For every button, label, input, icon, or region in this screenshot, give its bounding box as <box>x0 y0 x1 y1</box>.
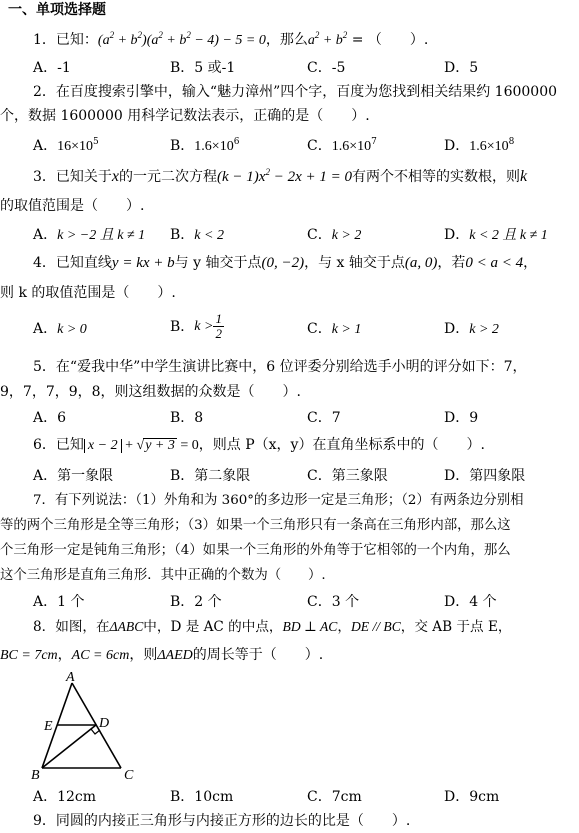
question-1-stem: 1．已知：$(a^2 + b^2)(a^2 + b^2 - 4) - 5 = 0$，那么$a^2 + b^2$ = （ ）. <box>33 30 429 48</box>
q2-option-a: A．$16\times 10^5$ <box>33 137 99 154</box>
q1-prefix: 1．已知： <box>33 32 98 48</box>
q1-option-d: D．5 <box>444 60 479 76</box>
q3-option-a: A．k > −2 且 k ≠ 1 <box>33 227 146 243</box>
q5-option-c: C．7 <box>307 410 341 426</box>
q6-square-root: y + 3 <box>145 438 175 453</box>
q2-option-c: C．$1.6\times 10^7$ <box>307 137 377 154</box>
question-2-line-1: 2．在百度搜索引擎中，输入“魅力漳州”四个字，百度为您找到相关结果约 1600000 <box>33 84 558 100</box>
q6-option-c: C．第三象限 <box>307 468 388 484</box>
q3-option-d: D．k < 2 且 k ≠ 1 <box>444 227 548 243</box>
q5-option-a: A．6 <box>33 410 67 426</box>
q3-option-b: B．k < 2 <box>170 227 224 243</box>
label-e: E <box>44 719 53 734</box>
q1-option-a: A．-1 <box>33 60 71 76</box>
question-3-line-1: 3．已知关于x的一元二次方程$(k - 1)x^2 - 2x + 1 = 0$有两个不相等的实数根，则k <box>33 167 528 185</box>
label-c: C <box>124 768 134 782</box>
q1-ask-expression: $a^2 + b^2$ <box>307 30 348 48</box>
question-8-line-1: 8．如图，在ΔABC中，D 是 AC 的中点，BD ⊥ AC，DE // BC，交 AB 于点 E， <box>33 619 512 635</box>
q7-option-b: B．2 个 <box>170 594 222 610</box>
label-a: A <box>66 672 75 685</box>
q8-option-a: A．12cm <box>33 789 97 805</box>
q6-option-a: A．第一象限 <box>33 468 114 484</box>
question-5-line-2: 9，7，7，9，8，则这组数据的众数是（ ）. <box>0 384 301 400</box>
q5-option-b: B．8 <box>170 410 204 426</box>
q4-option-d: D．k > 2 <box>444 321 499 337</box>
q3-option-c: C．k > 2 <box>307 227 362 243</box>
question-7-line-3: 个三角形一定是钝角三角形；（4）如果一个三角形的外角等于它相邻的一个内角，那么 <box>0 543 511 558</box>
question-7-line-2: 等的两个三角形是全等三角形；（3）如果一个三角形只有一条高在三角形内部，那么这 <box>0 518 511 533</box>
q7-option-a: A．1 个 <box>33 594 85 610</box>
q6-option-b: B．第二象限 <box>170 468 251 484</box>
label-b: B <box>31 768 40 782</box>
q1-option-b: B．5 或-1 <box>170 60 236 76</box>
q2-option-b: B．$1.6\times 10^6$ <box>170 137 240 154</box>
question-4-line-1: 4．已知直线y = kx + b与 y 轴交于点(0, −2)，与 x 轴交于点(a, 0)，若0 < a < 4， <box>33 255 538 271</box>
triangle-figure <box>25 672 155 782</box>
question-7-line-1: 7．有下列说法：（1）外角和为 360°的多边形一定是三角形；（2）有两条边分别相 <box>33 493 524 508</box>
question-2-line-2: 个，数据 1600000 用科学记数法表示，正确的是（ ）. <box>0 108 370 124</box>
q6-absolute-value: x − 2 <box>84 439 122 453</box>
q4-option-a: A．k > 0 <box>33 321 87 337</box>
question-4-line-2: 则 k 的取值范围是（ ）. <box>0 285 176 301</box>
q7-option-c: C．3 个 <box>307 594 360 610</box>
q8-option-b: B．10cm <box>170 789 234 805</box>
section-title: 一、单项选择题 <box>8 2 106 18</box>
label-d: D <box>99 716 110 731</box>
question-5-line-1: 5．在“爱我中华”中学生演讲比赛中，6 位评委分别给选手小明的评分如下：7， <box>33 359 527 375</box>
question-9-line-1: 9．同圆的内接正三角形与内接正方形的边长的比是（ ）. <box>33 813 411 829</box>
question-3-line-2: 的取值范围是（ ）. <box>0 198 145 214</box>
q4-option-b: B．k > $\frac{1}{2}$ <box>170 311 222 342</box>
q1-option-c: C．-5 <box>307 60 346 76</box>
q8-option-c: C．7cm <box>307 789 362 805</box>
q2-option-d: D．$1.6\times 10^8$ <box>444 137 515 154</box>
question-8-line-2: BC = 7cm，AC = 6cm，则ΔAED的周长等于（ ）. <box>0 647 324 663</box>
q5-option-d: D．9 <box>444 410 479 426</box>
q3-equation: $(k - 1)x^2 - 2x + 1 = 0$ <box>217 167 352 185</box>
q6-option-d: D．第四象限 <box>444 468 526 484</box>
question-7-line-4: 这个三角形是直角三角形．其中正确的个数为（ ）. <box>0 568 326 583</box>
q1-expression: $(a^2 + b^2)(a^2 + b^2 - 4) - 5 = 0$ <box>97 30 266 48</box>
q7-option-d: D．4 个 <box>444 594 497 610</box>
q8-option-d: D．9cm <box>444 789 500 805</box>
q4-option-c: C．k > 1 <box>307 321 362 337</box>
question-6-stem: 6．已知 x − 2 + √y + 3 = 0，则点 P（x，y）在直角坐标系中的（ ）. <box>33 437 485 453</box>
